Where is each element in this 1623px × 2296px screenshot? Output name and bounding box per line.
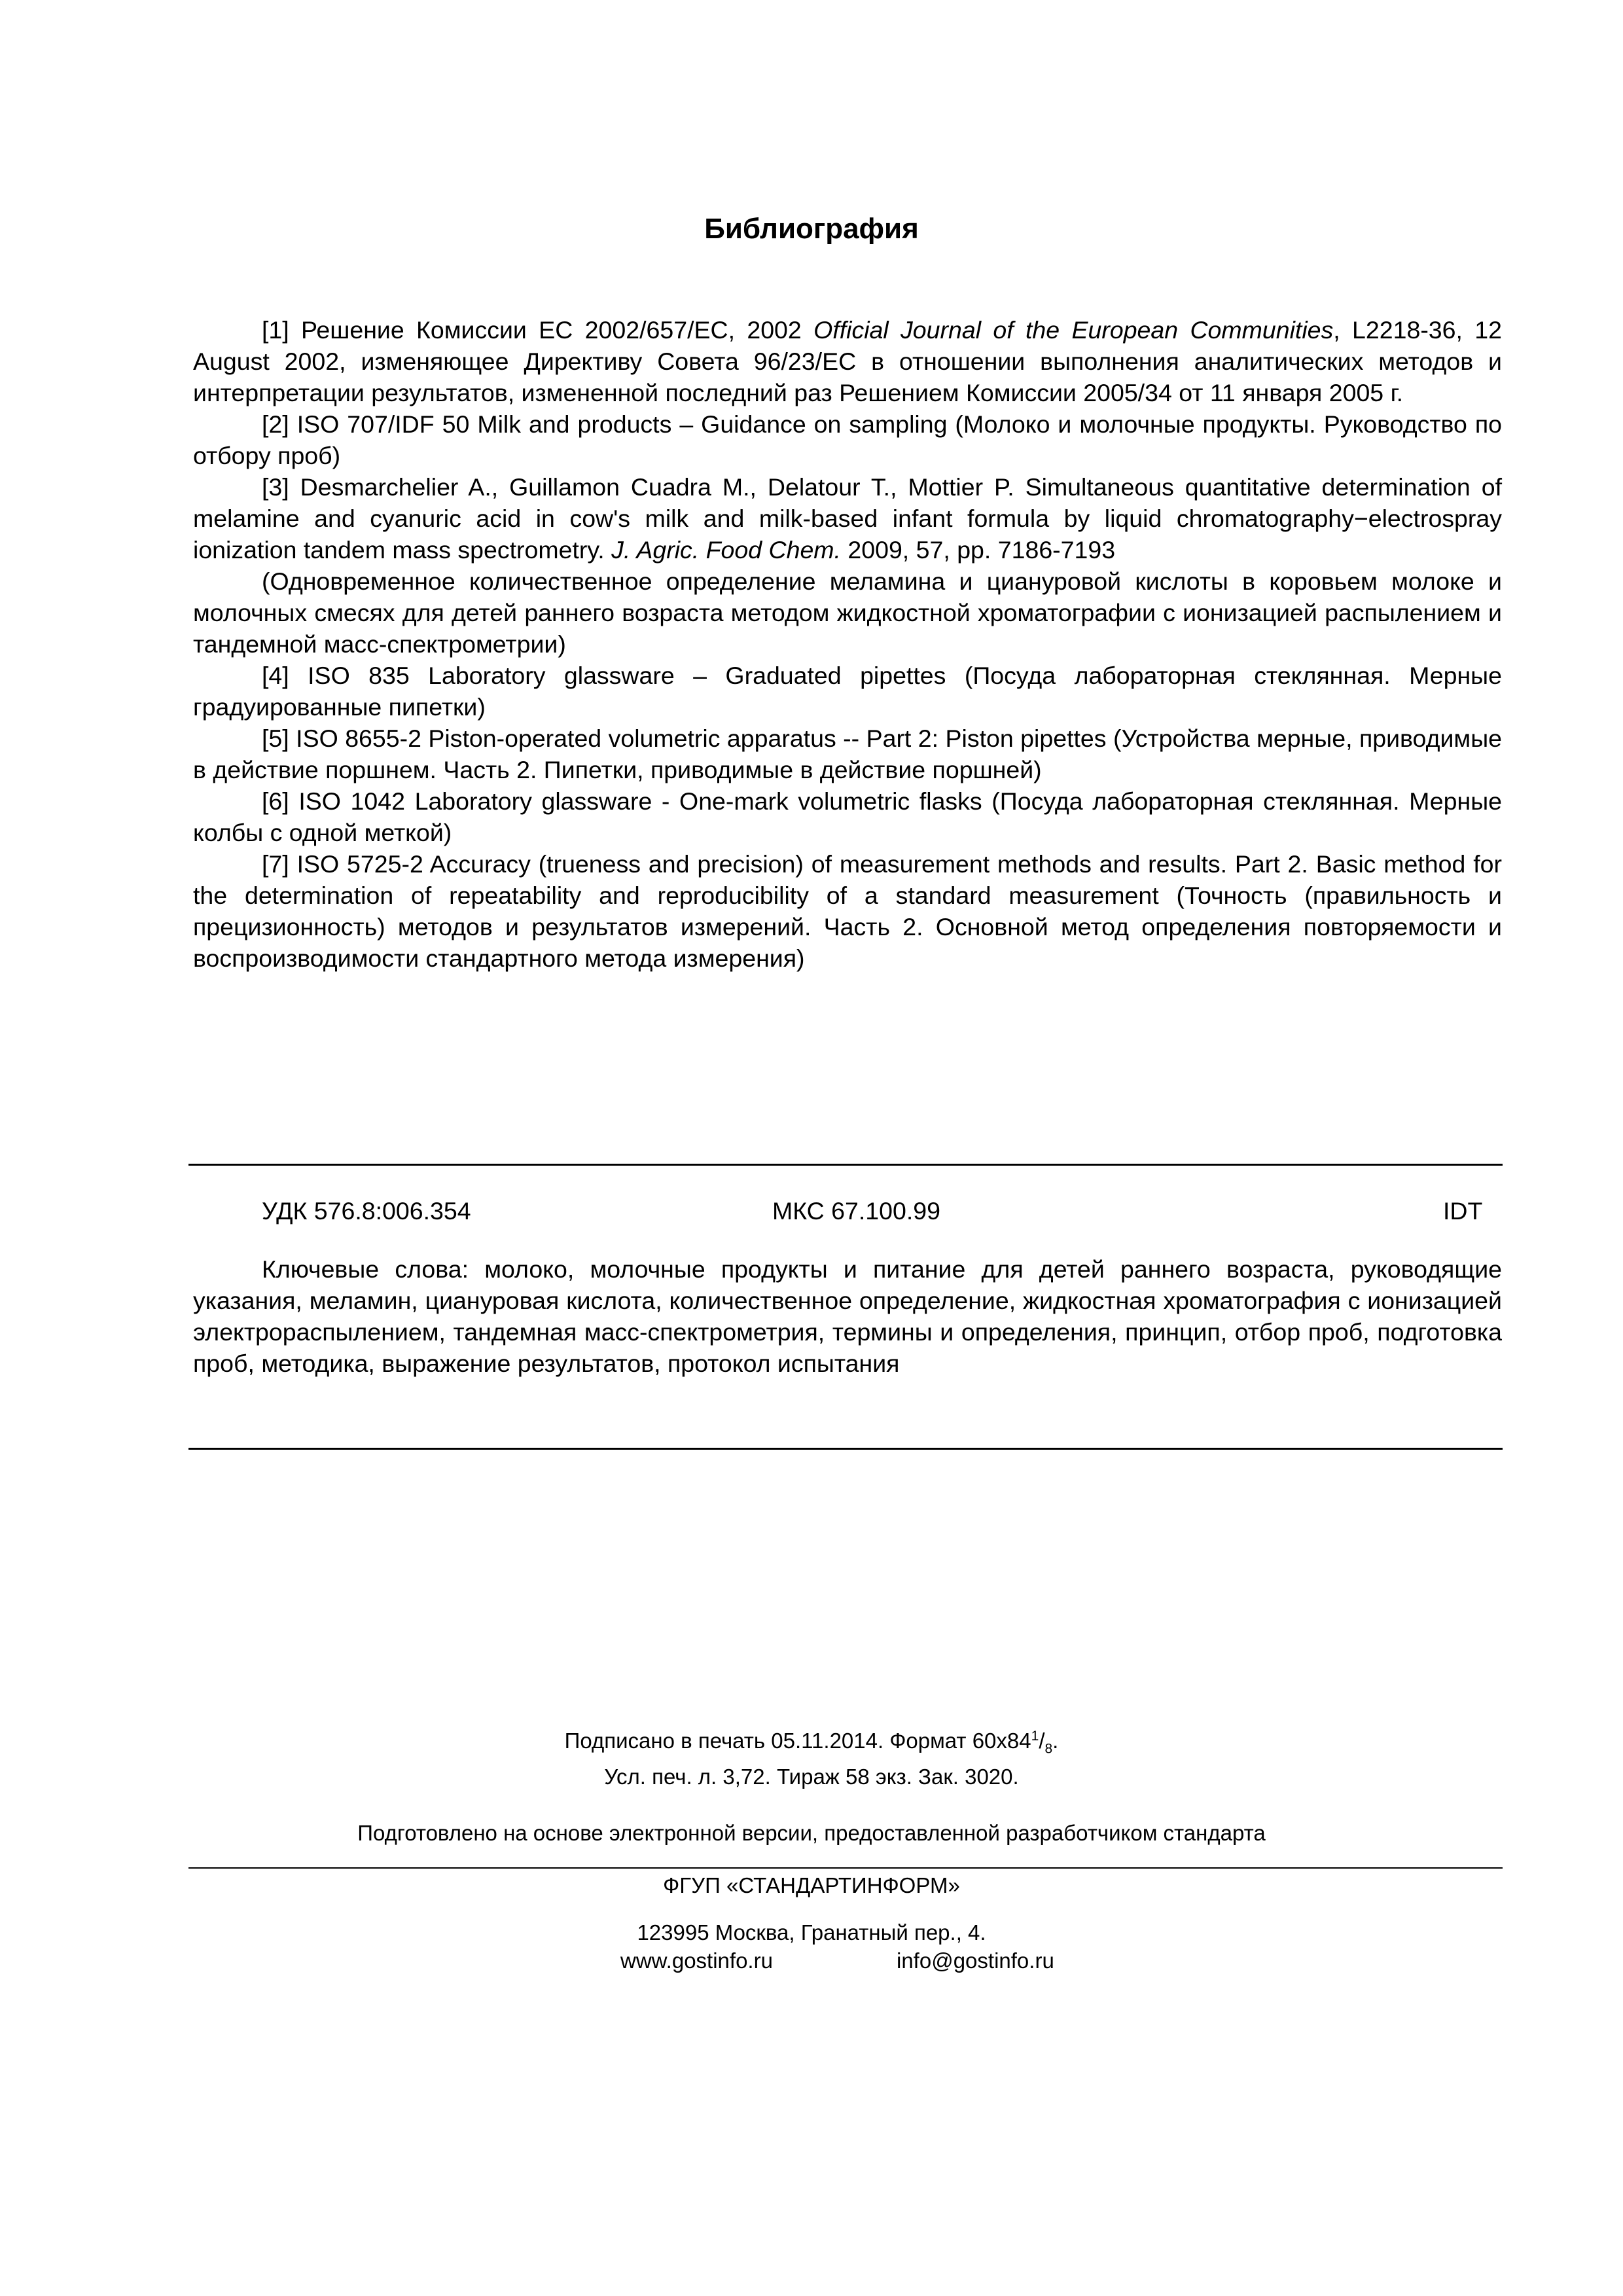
mks-code: МКС 67.100.99 bbox=[772, 1197, 940, 1225]
signed-line: Подписано в печать 05.11.2014. Формат $60х84^1/_8$. bbox=[564, 1729, 1059, 1757]
bibliography-entry-1: [1] Решение Комиссии ЕС 2002/657/ЕС, 2002 Official Journal of the European Communities, L2218-36, 12 August 2002, изменяющее Директиву Совета 96/23/ЕС в отношении выполнения аналитических методов и интерпретации результатов, измененной последний раз Решением Комиссии 2005/34 от 11 января 2005 г. bbox=[193, 316, 1502, 406]
bibliography-entry-3-translation: (Одновременное количественное определение меламина и циануровой кислоты в коровьем молоке и молочных смесях для детей раннего возраста методом жидкостной хроматографии с ионизацией распылением и тандемной масс-спектрометрии) bbox=[193, 567, 1502, 658]
bibliography-entry-7: [7] ISO 5725-2 Accuracy (trueness and precision) of measurement methods and results. Part 2. Basic method for the determination of repeatability and reproducibility of a standard measurement (Точность (правильность и прецизионность) методов и результатов измерений. Часть 2. Основной метод определения повторяемости и воспроизводимости стандартного метода измерения) bbox=[193, 850, 1502, 972]
publisher-name: ФГУП «СТАНДАРТИНФОРМ» bbox=[663, 1873, 960, 1897]
divider-bottom bbox=[188, 1867, 1503, 1869]
print-info: Усл. печ. л. 3,72. Тираж 58 экз. Зак. 3020. bbox=[604, 1764, 1019, 1789]
contact-links bbox=[0, 1947, 1623, 1975]
keywords-block bbox=[193, 1253, 1502, 1379]
bibliography-entry-6: [6] ISO 1042 Laboratory glassware - One-mark volumetric flasks (Посуда лабораторная стеклянная. Мерные колбы с одной меткой) bbox=[193, 787, 1502, 846]
classification-codes bbox=[0, 1194, 1623, 1227]
idt-code: IDT bbox=[1443, 1197, 1483, 1225]
publisher-address: 123995 Москва, Гранатный пер., 4. bbox=[637, 1920, 986, 1945]
bibliography-entry-2: [2] ISO 707/IDF 50 Milk and products – Guidance on sampling (Молоко и молочные продукты. Руководство по отбору проб) bbox=[193, 410, 1502, 469]
keywords-text: Ключевые слова: молоко, молочные продукты и питание для детей раннего возраста, руководящие указания, меламин, циануровая кислота, количественное определение, жидкостная хроматография с ионизацией электрораспылением, тандемная масс-спектрометрия, термины и определения, принцип, отбор проб, подготовка проб, методика, выражение результатов, протокол испытания bbox=[193, 1255, 1502, 1377]
udk-code: УДК 576.8:006.354 bbox=[262, 1197, 471, 1225]
bibliography-entry-5: [5] ISO 8655-2 Piston-operated volumetric apparatus -- Part 2: Piston pipettes (Устройства мерные, приводимые в действие поршнем. Часть 2. Пипетки, приводимые в действие поршней) bbox=[193, 725, 1502, 783]
page-title: Библиография bbox=[704, 213, 919, 245]
divider-top bbox=[188, 1164, 1503, 1166]
divider-middle bbox=[188, 1448, 1503, 1450]
bibliography-entry-4: [4] ISO 835 Laboratory glassware – Graduated pipettes (Посуда лабораторная стеклянная. Мерные градуированные пипетки) bbox=[193, 662, 1502, 721]
prepared-note: Подготовлено на основе электронной версии, предоставленной разработчиком стандарта bbox=[357, 1821, 1266, 1845]
bibliography-list bbox=[193, 314, 1502, 974]
email-link[interactable]: info@gostinfo.ru bbox=[897, 1948, 1054, 1973]
website-link[interactable]: www.gostinfo.ru bbox=[620, 1948, 773, 1973]
bibliography-entry-3: [3] Desmarchelier A., Guillamon Cuadra M., Delatour T., Mottier P. Simultaneous quantitative determination of melamine and cyanuric acid in cow's milk and milk-based infant formula by liquid chromatography−electrospray ionization tandem mass spectrometry. J. Agric. Food Chem. 2009, 57, pp. 7186-7193 bbox=[193, 473, 1502, 564]
print-details bbox=[0, 1723, 1623, 1791]
